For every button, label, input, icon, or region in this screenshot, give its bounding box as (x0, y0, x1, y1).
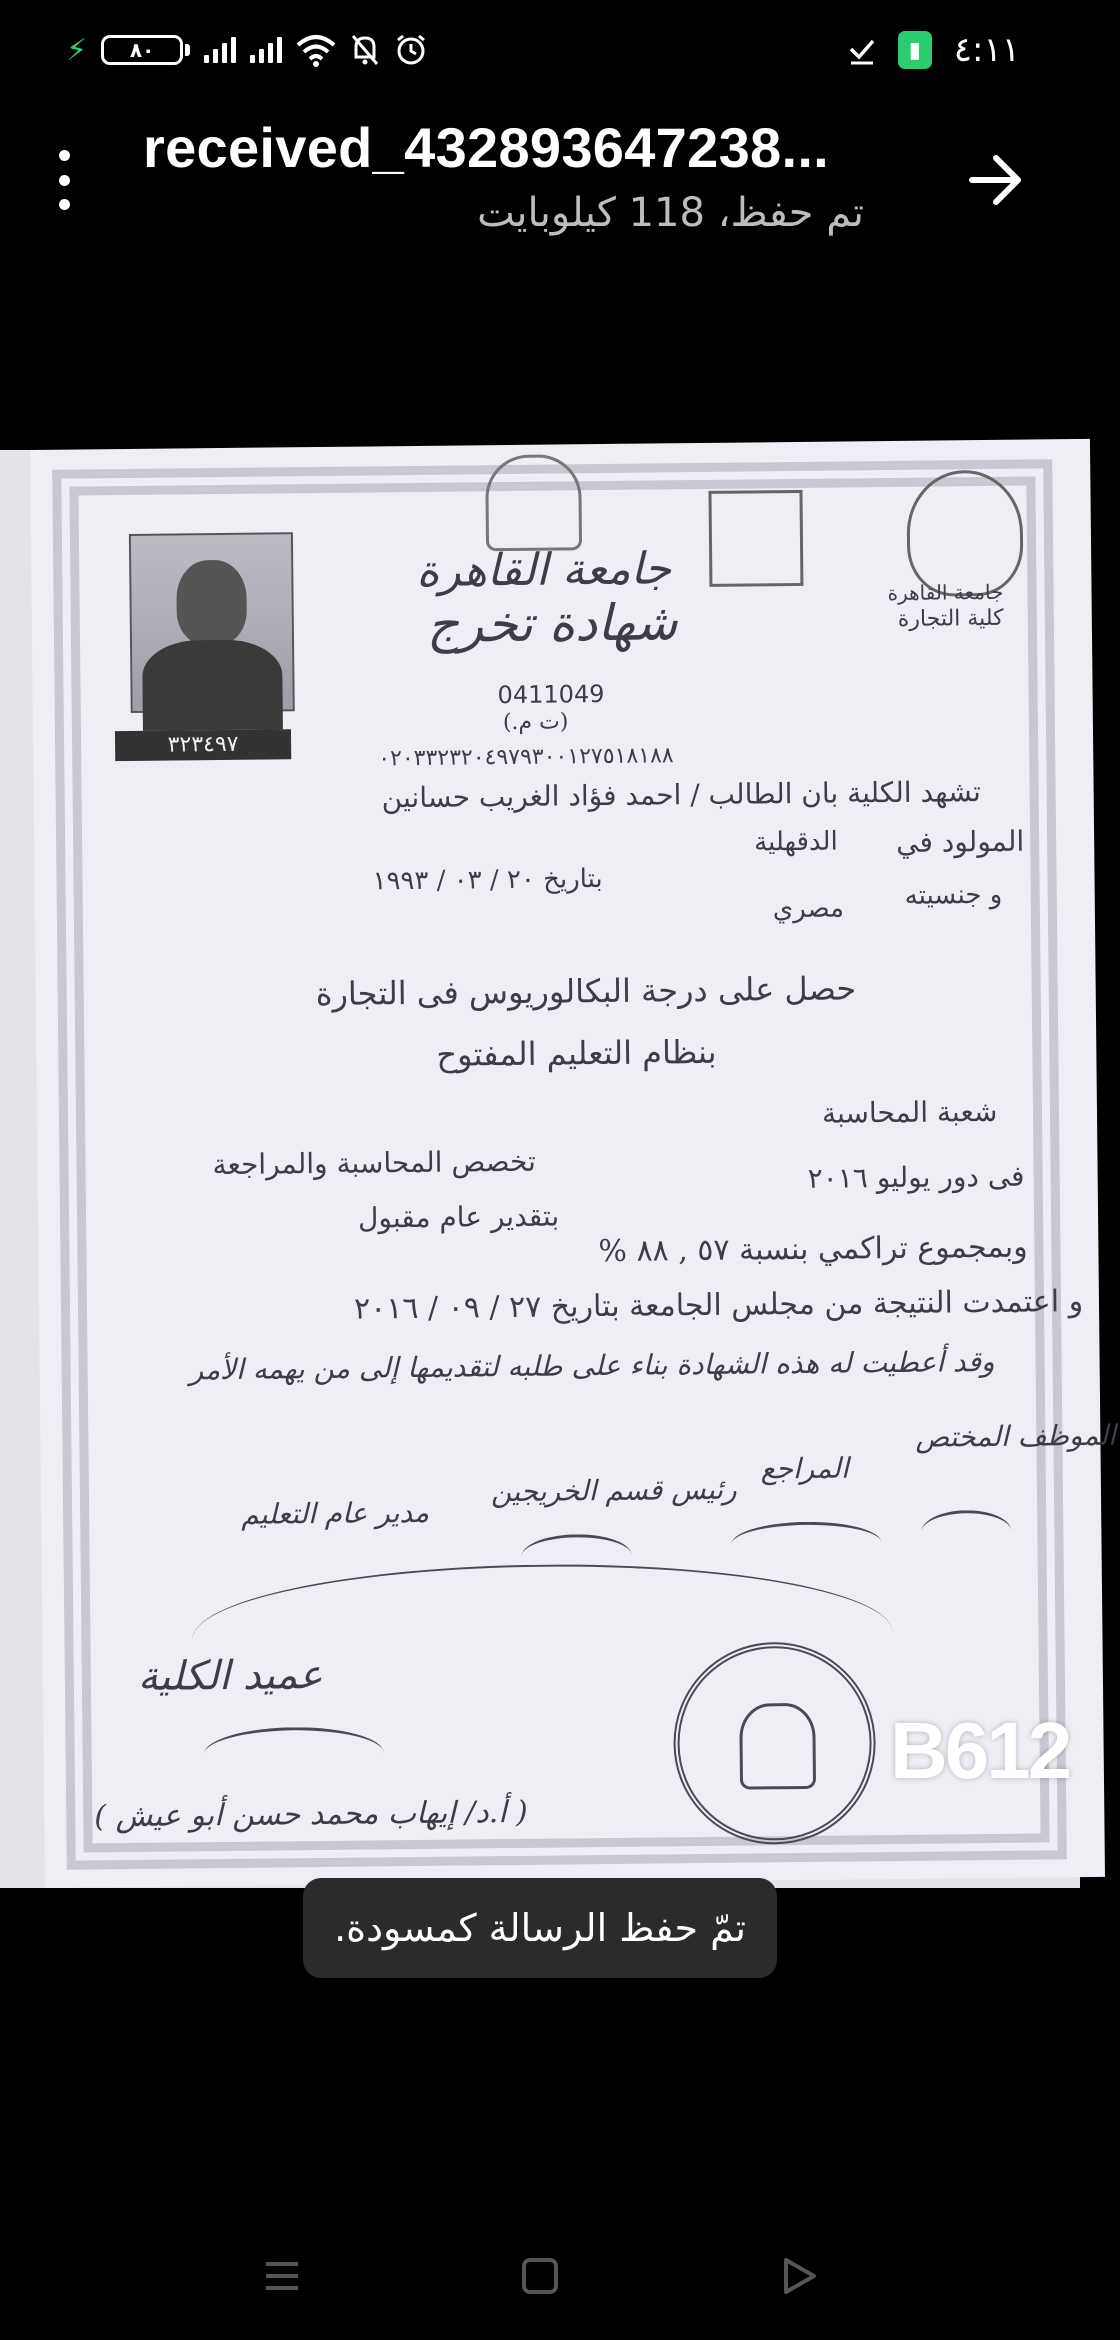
eagle-emblem-icon (485, 454, 582, 551)
file-name: received_432893647238... (143, 116, 830, 179)
cumulative-line: وبمجموع تراكمي بنسبة ٥٧ , ٨٨ % (598, 1229, 1028, 1270)
signature-label-clerk: الموظف المختص (915, 1418, 1117, 1454)
app-watermark: B612 (890, 1706, 1070, 1795)
born-date: بتاريخ ٢٠ / ٠٣ / ١٩٩٣ (372, 864, 603, 897)
photo-id-number: ٣٢٣٤٩٧ (115, 729, 291, 761)
serial-number: 0411049 (497, 679, 605, 710)
back-triangle-icon[interactable] (774, 2252, 822, 2300)
college-name: كلية التجارة (897, 605, 1004, 632)
system-line: بنظام التعليم المفتوح (436, 1032, 717, 1074)
more-vertical-icon (59, 150, 70, 161)
battery-icon (101, 35, 190, 65)
forward-button[interactable] (960, 148, 1030, 212)
nationality: مصري (772, 893, 845, 925)
dean-name: ( أ.د/ إيهاب محمد حسن أبو عيش ) (94, 1794, 528, 1835)
signal-icon (250, 37, 282, 63)
revenue-stamp-icon (708, 490, 803, 587)
charging-bolt-icon: ⚡ (66, 32, 88, 68)
navigation-bar (0, 2230, 1080, 2320)
status-left (66, 28, 428, 72)
born-label: المولود في (895, 824, 1025, 859)
arrow-right-icon (972, 158, 1018, 202)
born-place: الدقهلية (753, 826, 838, 858)
battery-level: ٨٠ (101, 35, 183, 65)
mute-icon (350, 33, 380, 67)
student-line: تشهد الكلية بان الطالب / احمد فؤاد الغريب حسانين (381, 775, 982, 815)
green-battery-icon: ▮ (898, 31, 932, 69)
signature-label-director: مدير عام التعليم (240, 1495, 430, 1531)
student-photo (129, 532, 295, 713)
check-icon (848, 35, 876, 65)
wifi-icon (296, 33, 336, 67)
nationality-label: و جنسيته (904, 879, 1003, 911)
session-line: فى دور يوليو ٢٠١٦ (807, 1159, 1025, 1195)
grade-line: بتقدير عام مقبول (357, 1199, 560, 1235)
certificate-image[interactable] (0, 450, 1117, 1888)
signal-icon (204, 37, 236, 63)
college-org: جامعة القاهرة (887, 579, 1004, 606)
approval-line: و اعتمدت النتيجة من مجلس الجامعة بتاريخ ٢٧ / ٠٩ / ٢٠١٦ (353, 1284, 1084, 1327)
issued-line: وقد أعطيت له هذه الشهادة بناء على طلبه لتقديمها إلى من يهمه الأمر (189, 1344, 995, 1387)
more-options-button[interactable] (44, 150, 84, 210)
status-bar (0, 0, 1080, 96)
specialty-line: تخصص المحاسبة والمراجعة (212, 1144, 537, 1182)
home-square-icon[interactable] (516, 2252, 564, 2300)
certificate-title: شهادة تخرج (426, 593, 678, 654)
degree-line: حصل على درجة البكالوريوس فى التجارة (315, 969, 857, 1014)
long-number: ٠٢٠٣٣٢٣٢٠٤٩٧٩٣٠٠١٢٧٥١٨١٨٨ (378, 743, 674, 772)
toast-message: تمّ حفظ الرسالة كمسودة. (303, 1878, 777, 1978)
university-name: جامعة القاهرة (416, 543, 672, 597)
university-logo-icon (906, 470, 1023, 597)
file-status: تم حفظ، 118 كيلوبايت (477, 190, 864, 236)
alarm-icon (394, 33, 428, 67)
dean-title: عميد الكلية (137, 1652, 324, 1700)
branch-line: شعبة المحاسبة (821, 1094, 998, 1130)
certificate-paper (30, 439, 1117, 1888)
signature-label-reviewer: المراجع (760, 1451, 849, 1486)
status-right (848, 28, 1020, 72)
signature-label-graduates-head: رئيس قسم الخريجين (490, 1472, 737, 1509)
clock: ٤:١١ (953, 30, 1020, 70)
menu-icon[interactable] (258, 2252, 306, 2300)
serial-code: (ت م.) (502, 709, 569, 736)
